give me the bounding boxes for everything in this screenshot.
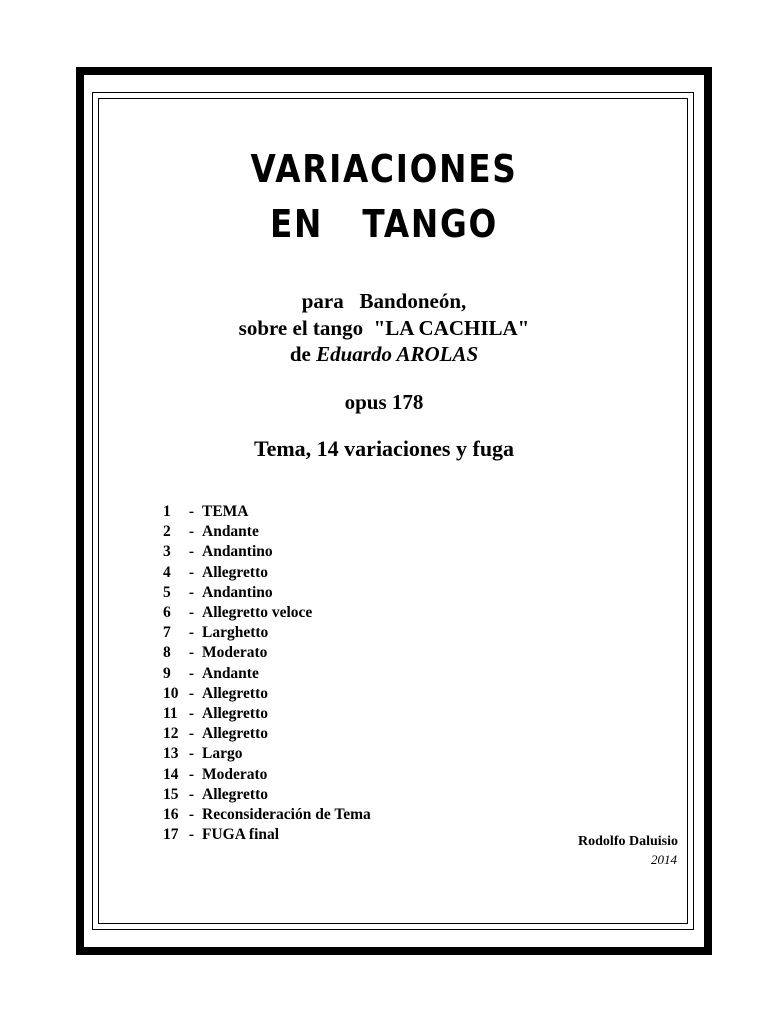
movement-number: 11 (163, 705, 178, 722)
movement-number: 9 (163, 664, 171, 682)
movement-item (163, 645, 267, 661)
composer-name: Eduardo AROLAS (316, 342, 479, 366)
movement-item (163, 544, 273, 560)
movement-item (163, 666, 259, 682)
movement-name: Largo (202, 745, 243, 763)
movement-dash: - (188, 563, 195, 581)
movement-number: 2 (163, 523, 171, 541)
movement-name: Allegretto veloce (202, 604, 313, 621)
movement-dash: - (188, 644, 195, 662)
movement-name: Andantino (202, 543, 273, 561)
subtitle-line-2: sobre el tango "LA CACHILA" (238, 316, 530, 340)
movement-dash: - (188, 583, 195, 601)
movement-name: Allegretto (202, 563, 268, 581)
movement-number: 6 (163, 604, 171, 621)
movement-number: 16 (163, 806, 179, 823)
movement-number: 4 (163, 563, 171, 581)
author-name: Rodolfo Daluisio (578, 834, 678, 849)
movement-number: 10 (163, 684, 179, 702)
movement-name: Andante (202, 523, 259, 541)
movement-number: 15 (163, 785, 179, 803)
movement-number: 8 (163, 644, 171, 662)
movement-item (163, 585, 273, 601)
movement-dash: - (188, 624, 195, 642)
movement-item (163, 524, 259, 540)
movement-dash: - (188, 684, 195, 702)
opus-number: opus 178 (344, 390, 424, 414)
movement-name: Allegretto (202, 725, 268, 743)
subtitle-line-3 (0, 344, 768, 365)
movement-dash: - (188, 705, 195, 722)
movement-name: Larghetto (202, 624, 269, 642)
movement-name: Andantino (202, 583, 273, 601)
movement-item (163, 827, 279, 843)
movement-dash: - (188, 785, 195, 803)
movement-number: 5 (163, 583, 171, 601)
movement-item (163, 726, 268, 742)
movement-dash: - (188, 806, 195, 823)
movement-name: Allegretto (202, 684, 268, 702)
title-line-2: EN TANGO (269, 202, 499, 246)
movement-name: Reconsideración de Tema (202, 806, 371, 823)
movement-name: Allegretto (202, 705, 268, 722)
movement-name: Andante (202, 664, 259, 682)
movement-item (163, 767, 267, 783)
movement-number: 14 (163, 765, 179, 783)
movement-item (163, 686, 268, 702)
movement-dash: - (188, 523, 195, 541)
movement-item (163, 625, 268, 641)
movement-number: 7 (163, 624, 171, 642)
movement-item (163, 605, 312, 621)
movement-item (163, 807, 371, 823)
movement-name: Moderato (202, 644, 268, 662)
movement-number: 3 (163, 543, 171, 561)
movement-item (163, 787, 268, 803)
movement-dash: - (188, 826, 195, 844)
movement-dash: - (188, 503, 195, 520)
composer-prefix: de (289, 342, 317, 366)
movement-name: TEMA (202, 503, 249, 520)
movement-dash: - (188, 664, 195, 682)
movement-number: 1 (163, 503, 171, 520)
movement-number: 12 (163, 725, 179, 743)
movement-dash: - (188, 725, 195, 743)
year: 2014 (651, 852, 677, 867)
work-form: Tema, 14 variaciones y fuga (253, 436, 515, 461)
movement-item (163, 746, 242, 762)
movement-dash: - (188, 604, 195, 621)
movement-item (163, 565, 268, 581)
movement-dash: - (188, 745, 195, 763)
movement-dash: - (188, 765, 195, 783)
movement-item (163, 706, 268, 722)
movement-name: Moderato (202, 765, 268, 783)
movement-dash: - (188, 543, 195, 561)
movement-number: 13 (163, 745, 179, 763)
movement-name: Allegretto (202, 785, 268, 803)
movement-item (163, 504, 249, 520)
subtitle-line-1: para Bandoneón, (301, 289, 467, 313)
title-line-1: VARIACIONES (250, 147, 518, 191)
movement-number: 17 (163, 826, 179, 844)
movement-name: FUGA final (202, 826, 280, 844)
